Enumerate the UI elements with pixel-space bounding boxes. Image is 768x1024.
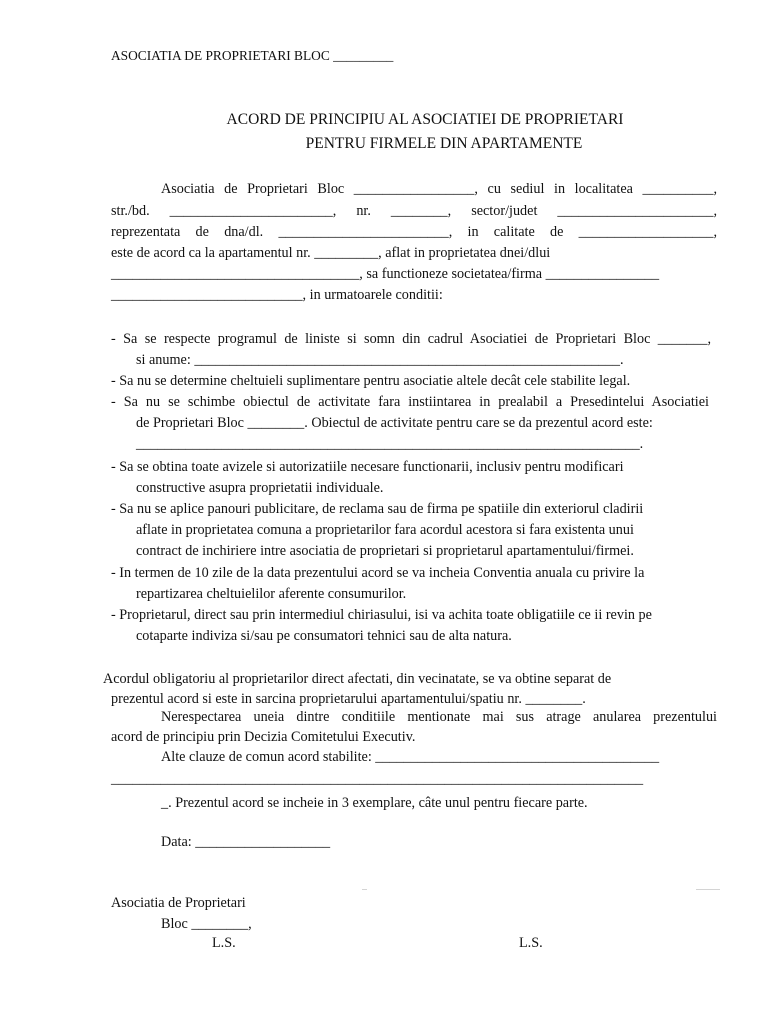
closing-paragraph-2-line-1: Nerespectarea uneia dintre conditiile mentionate mai sus atrage anularea prezentului [161, 709, 717, 725]
closing-paragraph-1-line-2: prezentul acord si este in sarcina proprietarului apartamentului/spatiu nr. ________. [111, 691, 586, 707]
condition-6-line-1: - In termen de 10 zile de la data prezentului acord se va incheia Conventia anuala cu privire la [111, 565, 645, 581]
intro-line-4: este de acord ca la apartamentul nr. _________, aflat in proprietatea dnei/dlui [111, 245, 551, 261]
condition-7-line-1: - Proprietarul, direct sau prin intermediul chiriasului, isi va achita toate obligatiile ce ii revin pe [111, 607, 652, 623]
closing-paragraph-2-line-2: acord de principiu prin Decizia Comitetului Executiv. [111, 729, 416, 745]
document-title-line-1: ACORD DE PRINCIPIU AL ASOCIATIEI DE PROPRIETARI [226, 111, 624, 128]
signature-organization-line-2: Bloc ________, [161, 916, 252, 932]
intro-line-2: str./bd. _______________________, nr. ________, sector/judet ______________________, [111, 203, 717, 219]
condition-3-line-3: _______________________________________________________________________. [136, 436, 644, 452]
closing-paragraph-1-line-1: Acordul obligatoriu al proprietarilor direct afectati, din vecinatate, se va obtine separat de [103, 671, 612, 687]
association-header: ASOCIATIA DE PROPRIETARI BLOC _________ [111, 48, 394, 63]
intro-line-1: Asociatia de Proprietari Bloc _________________, cu sediul in localitatea __________, [161, 181, 717, 197]
seal-placeholder-right: L.S. [519, 935, 543, 951]
condition-5-line-3: contract de inchiriere intre asociatia de proprietari si proprietarul apartamentului/firmei. [136, 543, 634, 559]
condition-4-line-2: constructive asupra proprietatii individuale. [136, 480, 384, 496]
condition-6-line-2: repartizarea cheltuielilor aferente consumurilor. [136, 586, 407, 602]
scan-mark [362, 889, 367, 890]
other-clauses-line-2: ___________________________________________________________________________ [111, 771, 644, 787]
signature-organization-line-1: Asociatia de Proprietari [111, 895, 246, 911]
condition-3-line-1: - Sa nu se schimbe obiectul de activitate fara instiintarea in prealabil a Presedintelui Asociatiei [111, 394, 709, 410]
intro-line-3: reprezentata de dna/dl. ________________________, in calitate de ___________________, [111, 224, 717, 240]
intro-line-6: ___________________________, in urmatoarele conditii: [111, 287, 443, 303]
condition-5-line-2: aflate in proprietatea comuna a proprietarilor fara acordul acestora si fara existenta unui [136, 522, 634, 538]
scan-mark [696, 889, 720, 890]
condition-5-line-1: - Sa nu se aplice panouri publicitare, de reclama sau de firma pe spatiile din exteriorul cladirii [111, 501, 644, 517]
seal-placeholder-left: L.S. [212, 935, 236, 951]
condition-4-line-1: - Sa se obtina toate avizele si autorizatiile necesare functionarii, inclusiv pentru modificari [111, 459, 624, 475]
condition-7-line-2: cotaparte indiviza si/sau pe consumatori tehnici sau de alta natura. [136, 628, 512, 644]
condition-1-line-2: si anume: ____________________________________________________________. [136, 352, 624, 368]
date-field: Data: ___________________ [161, 834, 331, 850]
condition-3-line-2: de Proprietari Bloc ________. Obiectul de activitate pentru care se da prezentul acord este: [136, 415, 653, 431]
intro-line-5: ___________________________________, sa functioneze societatea/firma ________________ [111, 266, 660, 282]
condition-2-line-1: - Sa nu se determine cheltuieli suplimentare pentru asociatie altele decât cele stabilite legal. [111, 373, 631, 389]
document-title-line-2: PENTRU FIRMELE DIN APARTAMENTE [305, 135, 583, 152]
copies-statement: _. Prezentul acord se incheie in 3 exemplare, câte unul pentru fiecare parte. [161, 795, 588, 811]
condition-1-line-1: - Sa se respecte programul de liniste si somn din cadrul Asociatiei de Proprietari Bloc _______, [111, 331, 711, 347]
other-clauses-line-1: Alte clauze de comun acord stabilite: ________________________________________ [161, 749, 660, 765]
